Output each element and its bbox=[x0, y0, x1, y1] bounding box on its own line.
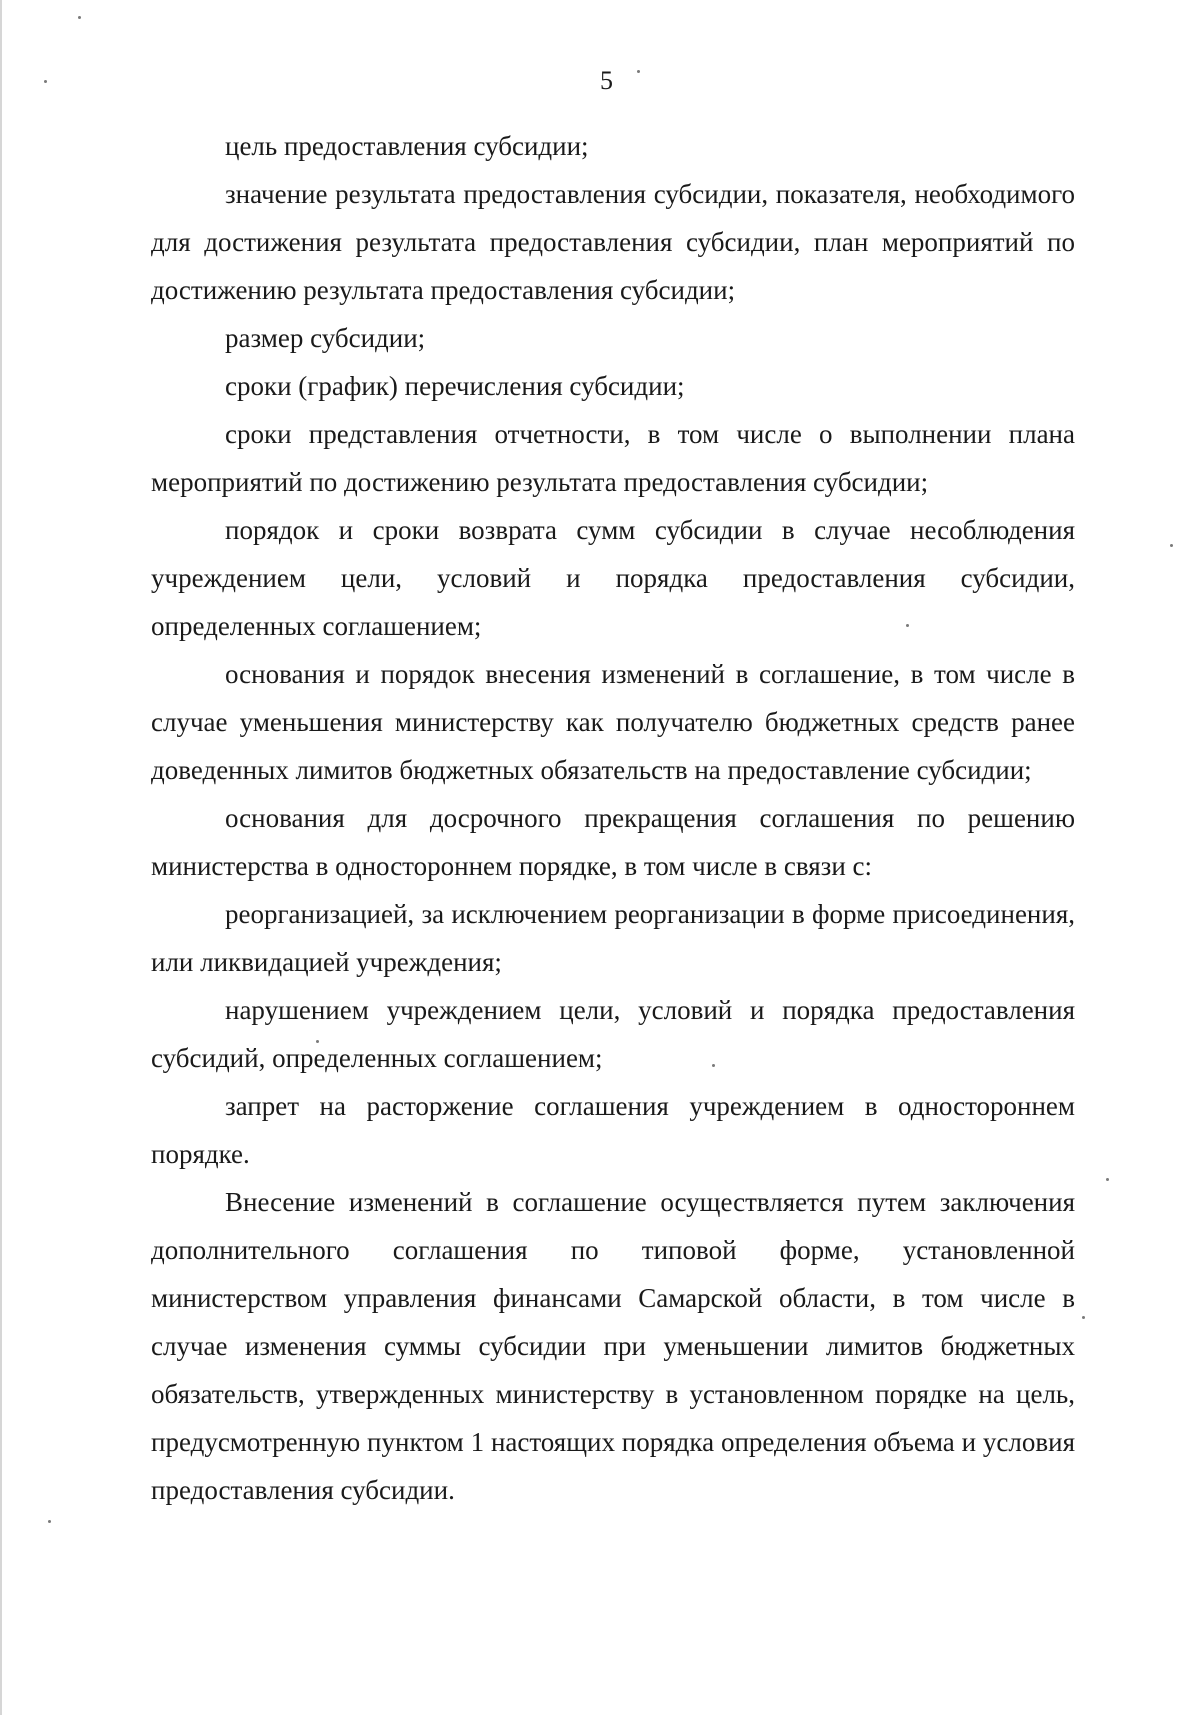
scan-speck bbox=[48, 1520, 51, 1523]
paragraph-subsidy-amount: размер субсидии; bbox=[225, 323, 426, 353]
scan-speck bbox=[1170, 544, 1173, 547]
scan-speck bbox=[44, 80, 47, 83]
document-body bbox=[151, 122, 1075, 1514]
paragraph-early-termination: основания для досрочного прекращения соглашения по решению министерства в одностороннем порядке, в том числе в связи с: bbox=[151, 803, 1075, 881]
paragraph-reporting-deadlines: сроки представления отчетности, в том числе о выполнении плана мероприятий по достижению результата предоставления субсидии; bbox=[151, 419, 1075, 497]
scan-edge bbox=[0, 0, 2, 1715]
paragraph-result-value: значение результата предоставления субсидии, показателя, необходимого для достижения результата предоставления субсидии, план мероприятий по достижению результата предоставления субсидии; bbox=[151, 179, 1075, 305]
paragraph-violation: нарушением учреждением цели, условий и порядка предоставления субсидий, определенных соглашением; bbox=[151, 995, 1075, 1073]
scan-speck bbox=[906, 624, 909, 627]
scan-speck bbox=[316, 1040, 319, 1043]
paragraph-termination-ban: запрет на расторжение соглашения учреждением в одностороннем порядке. bbox=[151, 1091, 1075, 1169]
scan-speck bbox=[1082, 1316, 1085, 1319]
scan-speck bbox=[637, 70, 640, 73]
paragraph-refund-procedure: порядок и сроки возврата сумм субсидии в случае несоблюдения учреждением цели, условий и порядка предоставления субсидии, определенных соглашением; bbox=[151, 515, 1075, 641]
paragraph-amendment-grounds: основания и порядок внесения изменений в соглашение, в том числе в случае уменьшения министерству как получателю бюджетных средств ранее доведенных лимитов бюджетных обязательств на предоставление субсидии; bbox=[151, 659, 1075, 785]
scan-speck bbox=[712, 1064, 715, 1067]
paragraph-transfer-schedule: сроки (график) перечисления субсидии; bbox=[225, 371, 685, 401]
paragraph-reorganization: реорганизацией, за исключением реорганизации в форме присоединения, или ликвидацией учреждения; bbox=[151, 899, 1075, 977]
scan-speck bbox=[78, 16, 81, 19]
paragraph-amendment-procedure: Внесение изменений в соглашение осуществляется путем заключения дополнительного соглашения по типовой форме, установленной министерством управления финансами Самарской области, в том числе в случае изменения суммы субсидии при уменьшении лимитов бюджетных обязательств, утвержденных министерству в установленном порядке на цель, предусмотренную пунктом 1 настоящих порядка определения объема и условия предоставления субсидии. bbox=[151, 1187, 1075, 1505]
page-number: 5 bbox=[600, 66, 613, 95]
paragraph-purpose: цель предоставления субсидии; bbox=[225, 131, 589, 161]
scan-speck bbox=[1106, 1178, 1109, 1181]
